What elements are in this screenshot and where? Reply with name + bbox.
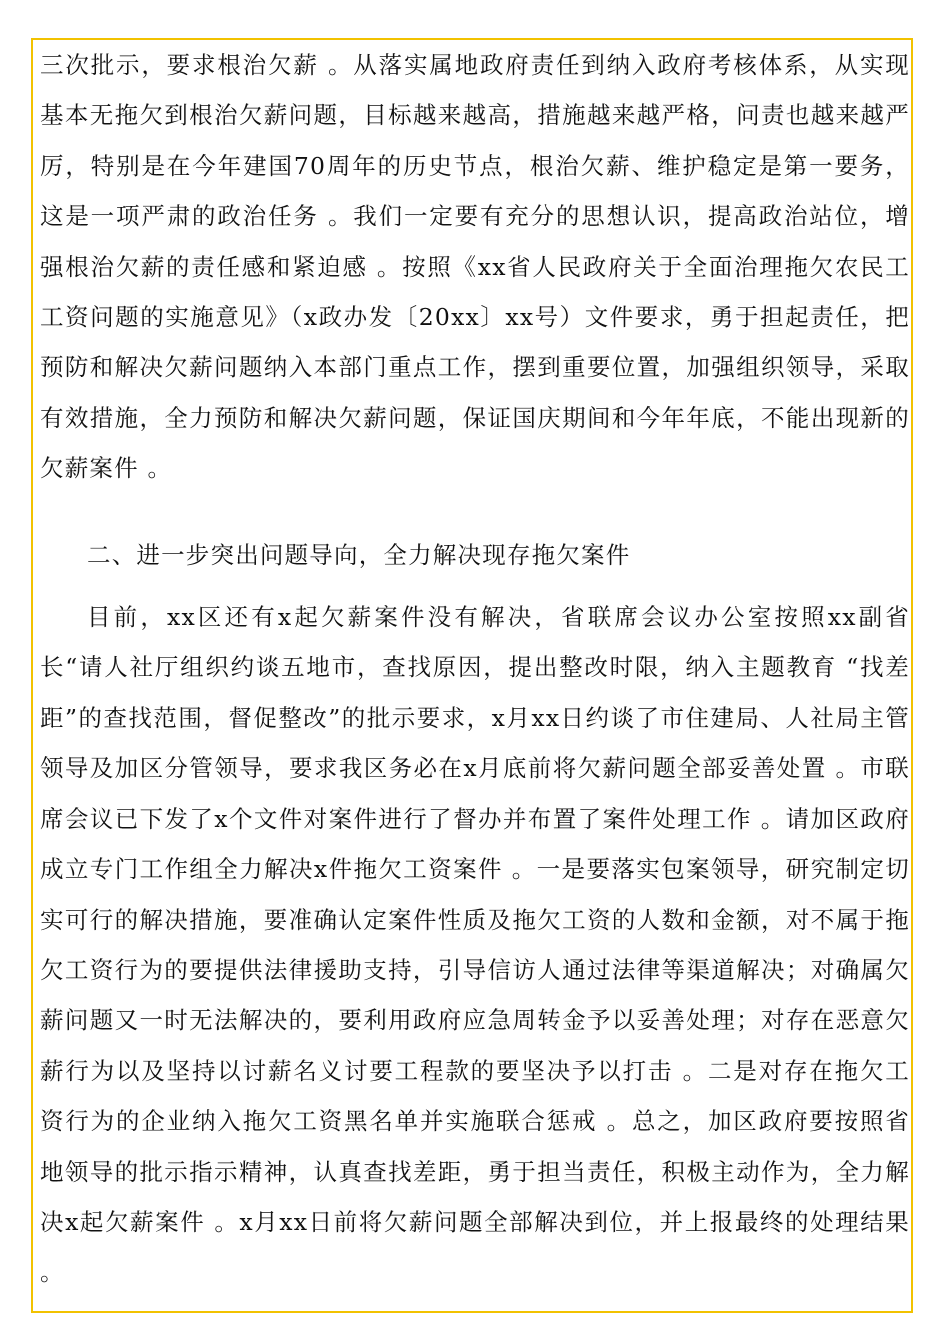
paragraph-body: 目前，xx区还有x起欠薪案件没有解决，省联席会议办公室按照xx副省长“请人社厅组织约谈五地市，查找原因，提出整改时限，纳入主题教育 “找差距”的查找范围，督促整改”的批示要求，x月xx日约谈了市住建局、人社局主管领导及加区分管领导，要求我区务必在x月底前将欠薪问题全部妥善处置 。市联席会议已下发了x个文件对案件进行了督办并布置了案件处理工作 。请加区政府成立专门工作组全力解决x件拖欠工资案件 。一是要落实包案领导，研究制定切实可行的解决措施，要准确认定案件性质及拖欠工资的人数和金额，对不属于拖欠工资行为的要提供法律援助支持，引导信访人通过法律等渠道解决；对确属欠薪问题又一时无法解决的，要利用政府应急周转金予以妥善处理；对存在恶意欠薪行为以及坚持以讨薪名义讨要工程款的要坚决予以打击 。二是对存在拖欠工资行为的企业纳入拖欠工资黑名单并实施联合惩戒 。总之，加区政府要按照省地领导的批示指示精神，认真查找差距，勇于担当责任，积极主动作为，全力解决x起欠薪案件 。x月xx日前将欠薪问题全部解决到位，并上报最终的处理结果 。: [40, 603, 910, 1287]
document-body: [40, 40, 910, 1298]
section-heading: 二、进一步突出问题导向，全力解决现存拖欠案件: [87, 540, 631, 569]
paragraph-continuation: 三次批示，要求根治欠薪 。从落实属地政府责任到纳入政府考核体系，从实现基本无拖欠到根治欠薪问题，目标越来越高，措施越来越严格，问责也越来越严厉，特别是在今年建国70周年的历史节点，根治欠薪、维护稳定是第一要务，这是一项严肃的政治任务 。我们一定要有充分的思想认识，提高政治站位，增强根治欠薪的责任感和紧迫感 。按照《xx省人民政府关于全面治理拖欠农民工工资问题的实施意见》（x政办发〔20xx〕xx号）文件要求，勇于担起责任，把预防和解决欠薪问题纳入本部门重点工作，摆到重要位置，加强组织领导，采取有效措施，全力预防和解决欠薪问题，保证国庆期间和今年年底，不能出现新的欠薪案件 。: [40, 51, 910, 483]
